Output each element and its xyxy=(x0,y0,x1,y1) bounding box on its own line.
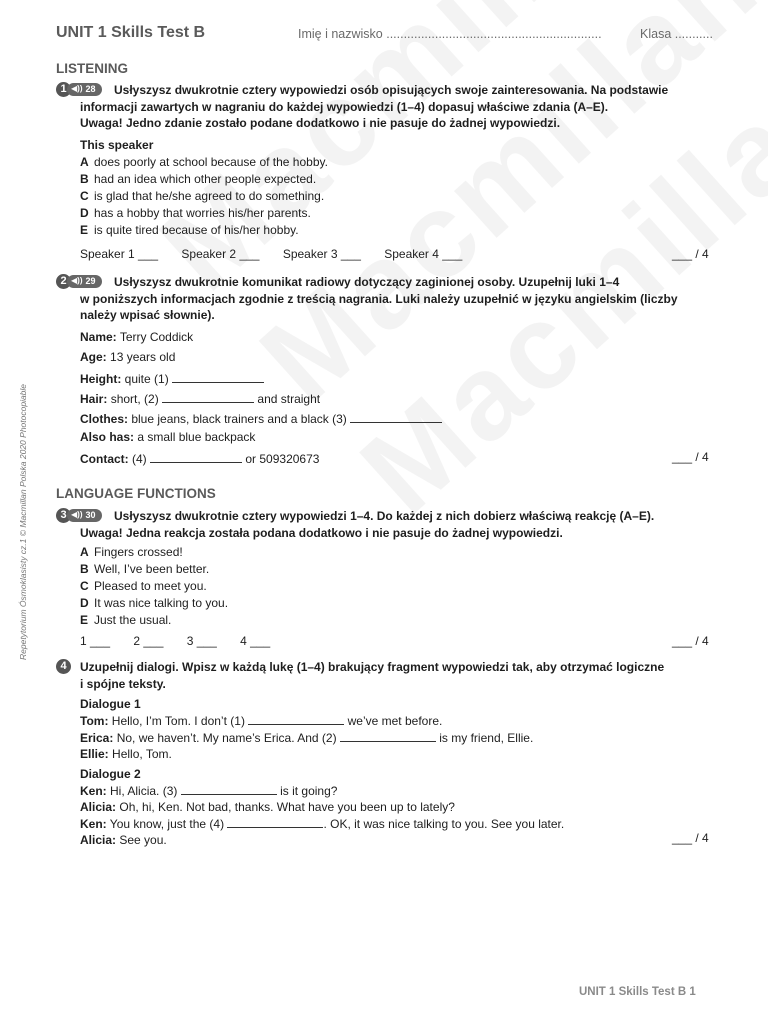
field-age: Age: 13 years old xyxy=(80,350,176,364)
dialogue-line: Ken: You know, just the (4) . OK, it was nice talking to you. See you later. xyxy=(80,817,565,831)
task-4-score: ___ / 4 xyxy=(672,831,709,845)
option-d: D has a hobby that worries his/her parents. xyxy=(80,206,311,220)
task-1: 1 ◀)) 28 Usłyszysz dwukrotnie cztery wypowiedzi osób opisujących swoje zainteresowania. Na podstawie informacji zawartych w nagraniu do każdej wypowiedzi (1–4) dopasuj właściwe zdania (A–E). Uwaga! Jedno zdanie zostało podane dodatkowo i nie pasuje do żadnej wypowiedzi. xyxy=(56,82,716,132)
gap-3-blank[interactable] xyxy=(181,782,277,795)
field-also-has: Also has: a small blue backpack xyxy=(80,430,256,444)
reaction-d: D It was nice talking to you. xyxy=(80,596,229,610)
gap-2-blank[interactable] xyxy=(340,729,436,742)
page-title: UNIT 1 Skills Test B xyxy=(56,24,206,41)
options-subheading: This speaker xyxy=(80,138,154,152)
task-2-number: 2 ◀)) 29 xyxy=(56,274,102,289)
audio-track-badge[interactable]: ◀)) 29 xyxy=(67,275,102,288)
dialogue-1-title: Dialogue 1 xyxy=(80,697,141,711)
reaction-a: A Fingers crossed! xyxy=(80,545,183,559)
dialogue-line: Ellie: Hello, Tom. xyxy=(80,747,172,761)
gap-4-blank[interactable] xyxy=(150,450,242,463)
dialogue-1 xyxy=(80,696,533,762)
task-3-answers xyxy=(80,634,290,648)
speaker-3-answer[interactable]: Speaker 3 ___ xyxy=(282,247,361,261)
field-name: Name: Terry Coddick xyxy=(80,330,194,344)
task-3-score: ___ / 4 xyxy=(672,634,709,648)
dialogue-2-title: Dialogue 2 xyxy=(80,767,141,781)
task-3-instruction: 3 ◀)) 30 Usłyszysz dwukrotnie cztery wypowiedzi 1–4. Do każdej z nich dobierz właściwą reakcję (A–E). xyxy=(56,508,716,525)
dialogue-line: Ken: Hi, Alicia. (3) is it going? xyxy=(80,784,338,798)
dialogue-line: Alicia: Oh, hi, Ken. Not bad, thanks. What have you been up to lately? xyxy=(80,800,455,814)
task-4: 4 Uzupełnij dialogi. Wpisz w każdą lukę (1–4) brakujący fragment wypowiedzi tak, aby otrzymać logiczne i spójne teksty. xyxy=(56,659,716,692)
option-c: C is glad that he/she agreed to do something. xyxy=(80,189,325,203)
task-1-score: ___ / 4 xyxy=(672,247,709,261)
dialogue-2 xyxy=(80,766,564,848)
field-height: Height: quite (1) xyxy=(80,370,264,386)
audio-track-badge[interactable]: ◀)) 30 xyxy=(67,509,102,522)
answer-3[interactable]: 3 ___ xyxy=(186,634,217,648)
field-hair: Hair: short, (2) and straight xyxy=(80,392,321,406)
section-language-functions: LANGUAGE FUNCTIONS xyxy=(56,486,216,501)
dialogue-line: Alicia: See you. xyxy=(80,833,167,847)
class-field[interactable]: Klasa ........... xyxy=(640,27,713,41)
speaker-2-answer[interactable]: Speaker 2 ___ xyxy=(181,247,260,261)
speaker-icon: ◀)) xyxy=(71,276,83,286)
speaker-4-answer[interactable]: Speaker 4 ___ xyxy=(384,247,463,261)
answer-4[interactable]: 4 ___ xyxy=(240,634,271,648)
reaction-e: E Just the usual. xyxy=(80,613,172,627)
page-footer: UNIT 1 Skills Test B 1 xyxy=(579,986,696,998)
speaker-1-answer[interactable]: Speaker 1 ___ xyxy=(80,247,159,261)
task-4-number: 4 xyxy=(56,659,71,674)
speaker-icon: ◀)) xyxy=(71,84,83,94)
gap-1-blank[interactable] xyxy=(172,370,264,383)
option-a: A does poorly at school because of the hobby. xyxy=(80,155,328,169)
gap-3-blank[interactable] xyxy=(350,410,442,423)
task-3-number: 3 ◀)) 30 xyxy=(56,508,102,523)
task-2: 2 ◀)) 29 Usłyszysz dwukrotnie komunikat radiowy dotyczący zaginionej osoby. Uzupełnij luki 1–4 w poniższych informacjach zgodnie z treścią nagrania. Luki należy uzupełnić w języku angielskim (liczby należy wpisać słownie). xyxy=(56,274,716,324)
dialogue-line: Tom: Hello, I’m Tom. I don’t (1) we’ve met before. xyxy=(80,714,443,728)
section-listening: LISTENING xyxy=(56,61,129,76)
dialogue-line: Erica: No, we haven’t. My name’s Erica. And (2) is my friend, Ellie. xyxy=(80,731,534,745)
gap-1-blank[interactable] xyxy=(248,712,344,725)
option-e: E is quite tired because of his/her hobby. xyxy=(80,223,299,237)
task-3-options xyxy=(80,544,228,629)
audio-track-badge[interactable]: ◀)) 28 xyxy=(67,83,102,96)
reaction-b: B Well, I’ve been better. xyxy=(80,562,210,576)
answer-1[interactable]: 1 ___ xyxy=(80,634,111,648)
task-4-instruction: 4 Uzupełnij dialogi. Wpisz w każdą lukę (1–4) brakujący fragment wypowiedzi tak, aby otrzymać logiczne xyxy=(56,659,716,676)
speaker-icon: ◀)) xyxy=(71,510,83,520)
task-2-instruction: 2 ◀)) 29 Usłyszysz dwukrotnie komunikat radiowy dotyczący zaginionej osoby. Uzupełnij luki 1–4 xyxy=(56,274,716,291)
task-2-score: ___ / 4 xyxy=(672,450,709,464)
gap-4-blank[interactable] xyxy=(227,815,323,828)
field-contact: Contact: (4) or 509320673 xyxy=(80,452,320,466)
name-field[interactable]: Imię i nazwisko .............................................................. xyxy=(298,27,602,41)
field-clothes: Clothes: blue jeans, black trainers and a black (3) xyxy=(80,410,442,426)
task-1-options xyxy=(80,137,328,239)
task-1-number: 1 ◀)) 28 xyxy=(56,82,102,97)
gap-2-blank[interactable] xyxy=(162,390,254,403)
option-b: B had an idea which other people expected. xyxy=(80,172,317,186)
task-3: 3 ◀)) 30 Usłyszysz dwukrotnie cztery wypowiedzi 1–4. Do każdej z nich dobierz właściwą reakcję (A–E). Uwaga! Jedna reakcja została podana dodatkowo i nie pasuje do żadnej wypowiedzi. xyxy=(56,508,716,541)
reaction-c: C Pleased to meet you. xyxy=(80,579,207,593)
answer-2[interactable]: 2 ___ xyxy=(133,634,164,648)
task-1-instruction: 1 ◀)) 28 Usłyszysz dwukrotnie cztery wypowiedzi osób opisujących swoje zainteresowania. Na podstawie xyxy=(56,82,716,99)
copyright-sidebar: Repetytorium Ósmoklasisty cz.1 © Macmillan Polska 2020 Photocopiable xyxy=(18,383,28,660)
speaker-answers xyxy=(80,247,482,261)
